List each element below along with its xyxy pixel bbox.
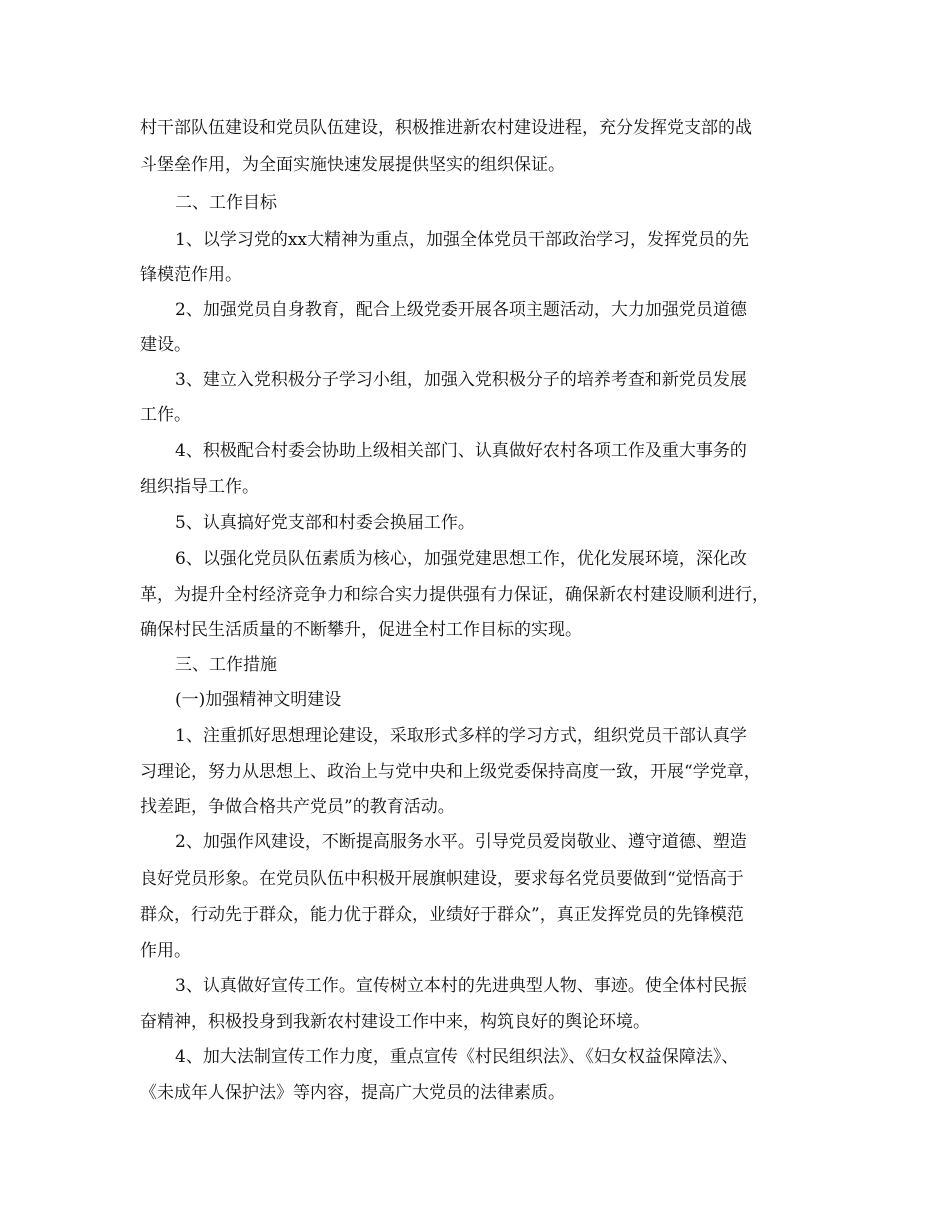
body-text-line: 1、注重抓好思想理论建设，采取形式多样的学习方式，组织党员干部认真学 — [175, 726, 747, 746]
body-text-line: 锋模范作用。 — [140, 265, 242, 285]
body-text-line: 2、加强作风建设，不断提高服务水平。引导党员爱岗敬业、遵守道德、塑造 — [175, 832, 747, 852]
body-text-line: 5、认真搞好党支部和村委会换届工作。 — [175, 513, 475, 533]
body-text-line: 1、以学习党的xx大精神为重点，加强全体党员干部政治学习，发挥党员的先 — [175, 230, 749, 250]
body-text-line: 6、以强化党员队伍素质为核心，加强党建思想工作，优化发展环境，深化改 — [175, 549, 747, 569]
body-text-line: 找差距，争做合格共产党员”的教育活动。 — [140, 797, 455, 817]
body-text-line: 群众，行动先于群众，能力优于群众，业绩好于群众”，真正发挥党员的先锋模范 — [140, 905, 744, 925]
body-text-line: 确保村民生活质量的不断攀升，促进全村工作目标的实现。 — [140, 620, 582, 640]
body-text-line: 良好党员形象。在党员队伍中积极开展旗帜建设，要求每名党员要做到“觉悟高于 — [140, 869, 744, 889]
body-text-line: 奋精神，积极投身到我新农村建设工作中来，构筑良好的舆论环境。 — [140, 1012, 650, 1032]
body-text-line: 2、加强党员自身教育，配合上级党委开展各项主题活动，大力加强党员道德 — [175, 300, 747, 320]
section-heading-goals: 二、工作目标 — [175, 193, 277, 213]
subsection-heading: (一)加强精神文明建设 — [175, 690, 342, 710]
body-text-line: 革，为提升全村经济竞争力和综合实力提供强有力保证，确保新农村建设顺利进行， — [140, 585, 769, 605]
body-text-line: 4、积极配合村委会协助上级相关部门、认真做好农村各项工作及重大事务的 — [175, 441, 747, 461]
body-text-line: 4、加大法制宣传工作力度，重点宣传《村民组织法》、《妇女权益保障法》、 — [175, 1047, 739, 1067]
body-text-line: 斗堡垒作用，为全面实施快速发展提供坚实的组织保证。 — [140, 155, 565, 175]
body-text-line: 组织指导工作。 — [140, 477, 259, 497]
body-text-line: 《未成年人保护法》等内容，提高广大党员的法律素质。 — [140, 1083, 565, 1103]
section-heading-measures: 三、工作措施 — [175, 655, 277, 675]
body-text-line: 建设。 — [140, 335, 191, 355]
body-text-line: 习理论，努力从思想上、政治上与党中央和上级党委保持高度一致，开展“学党章， — [140, 762, 761, 782]
body-text-line: 村干部队伍建设和党员队伍建设，积极推进新农村建设进程，充分发挥党支部的战 — [140, 118, 752, 138]
body-text-line: 工作。 — [140, 405, 191, 425]
body-text-line: 3、建立入党积极分子学习小组，加强入党积极分子的培养考查和新党员发展 — [175, 370, 747, 390]
body-text-line: 3、认真做好宣传工作。宣传树立本村的先进典型人物、事迹。使全体村民振 — [175, 976, 747, 996]
body-text-line: 作用。 — [140, 941, 191, 961]
